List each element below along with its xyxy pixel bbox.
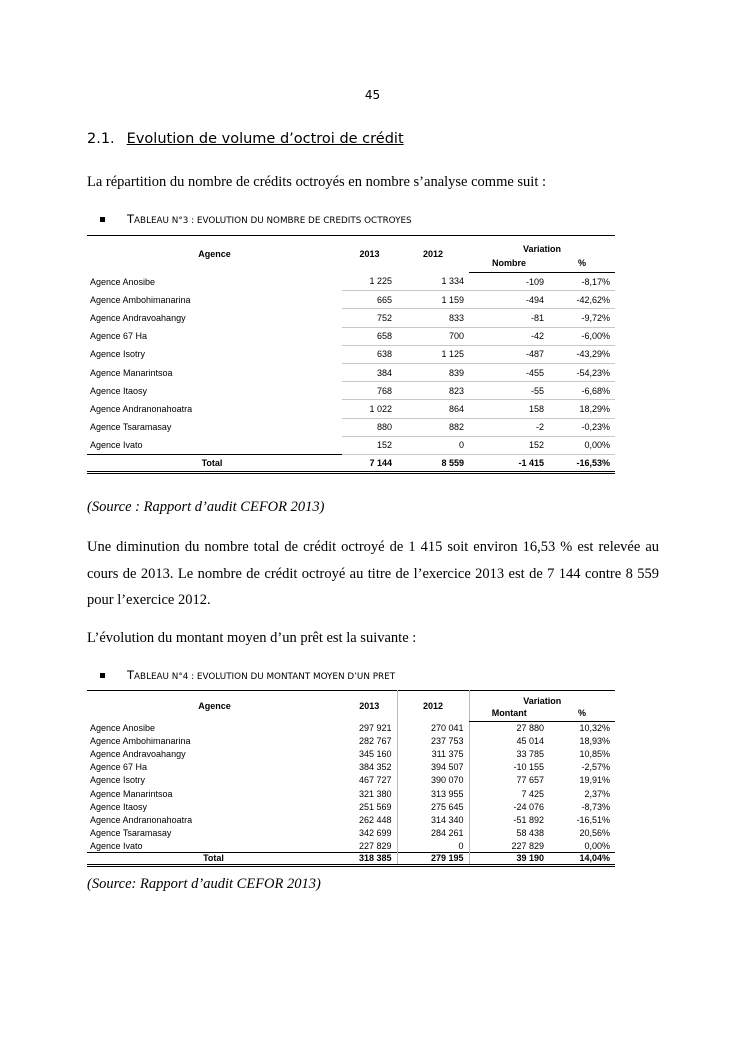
table-cell: Agence Manarintsoa [90, 788, 173, 799]
table-cell: 823 [397, 382, 469, 400]
table-cell: 839 [397, 363, 469, 381]
table-cell: 665 [342, 291, 397, 309]
table-row [87, 735, 615, 748]
table-cell: 311 375 [397, 748, 469, 761]
table-cell: Total [87, 454, 342, 472]
col-header-agence: Agence [198, 701, 231, 712]
table-cell: Agence Ambohimanarina [90, 294, 191, 305]
table-cell: 390 070 [397, 774, 469, 787]
table-cell: -55 [469, 382, 549, 400]
table-row [87, 436, 615, 454]
analysis-line-2: cours de 2013. Le nombre de crédit octroyé au titre de l’exercice 2013 est de 7 144 contre 8 559 [87, 566, 659, 582]
table4 [87, 690, 615, 867]
table-cell: 0 [397, 436, 469, 454]
table-cell: -6,68% [549, 382, 615, 400]
col-header-2012: 2012 [422, 249, 444, 260]
table-cell: -1 415 [469, 454, 549, 472]
table-cell: 384 352 [358, 762, 392, 773]
table-row [87, 327, 615, 345]
table-cell: 7 144 [342, 454, 397, 472]
col-header-nombre: Nombre [469, 254, 549, 273]
table3-caption: TABLEAU N°3 : EVOLUTION DU NOMBRE DE CREDITS OCTROYES [100, 212, 412, 226]
table-row [87, 273, 615, 291]
table-cell: 394 507 [397, 761, 469, 774]
intro-paragraph: La répartition du nombre de crédits octroyés en nombre s’analyse comme suit : [87, 174, 547, 190]
table-cell: -8,73% [581, 801, 611, 812]
table-cell: 314 340 [397, 813, 469, 826]
table-cell: 27 880 [469, 722, 549, 735]
table-cell: 20,56% [579, 827, 611, 838]
table-row [87, 363, 615, 381]
table-cell: 345 160 [358, 749, 392, 760]
table-cell: 262 448 [358, 814, 392, 825]
table-row [87, 418, 615, 436]
table-cell: 833 [397, 309, 469, 327]
table-cell: Agence Manarintsoa [90, 367, 173, 378]
table-cell: -43,29% [549, 345, 615, 363]
table-cell: 864 [397, 400, 469, 418]
table-cell: -54,23% [549, 363, 615, 381]
analysis-line-3: pour l’exercice 2012. [87, 592, 211, 608]
table-row [87, 787, 615, 800]
table-row [87, 309, 615, 327]
table-cell: -16,51% [576, 814, 611, 825]
table-cell: 227 829 [469, 839, 549, 852]
table-cell: 297 921 [358, 723, 392, 734]
col-header-2013: 2013 [359, 701, 380, 712]
table-cell: 1 125 [397, 345, 469, 363]
table-cell: 282 767 [358, 736, 392, 747]
table-cell: 2,37% [584, 788, 611, 799]
source-note-1: (Source : Rapport d’audit CEFOR 2013) [87, 499, 325, 515]
table-cell: Agence Tsaramasay [90, 422, 172, 433]
table-cell: 1 334 [397, 273, 469, 291]
table-cell: 14,04% [549, 852, 615, 865]
table-cell: Agence Ivato [90, 440, 143, 451]
table-cell: 7 425 [469, 787, 549, 800]
table-cell: 237 753 [397, 735, 469, 748]
table-cell: 768 [342, 382, 397, 400]
table-cell: 251 569 [358, 801, 392, 812]
table-cell: 275 645 [397, 800, 469, 813]
page-number: 45 [364, 88, 381, 102]
table-cell: 152 [469, 436, 549, 454]
table-cell: 0 [397, 839, 469, 852]
table-cell: -487 [469, 345, 549, 363]
table-cell: 152 [342, 436, 397, 454]
section-number: 2.1. [87, 131, 115, 147]
analysis-line-1: Une diminution du nombre total de crédit octroyé de 1 415 soit environ 16,53 % est relevée au [87, 539, 659, 555]
table-cell: 10,85% [579, 749, 611, 760]
col-header-pct: % [549, 706, 615, 722]
table-cell: Agence Itaosy [90, 801, 148, 812]
table-row [87, 839, 615, 852]
table-cell: 77 657 [469, 774, 549, 787]
table-row [87, 382, 615, 400]
col-header-agence: Agence [198, 249, 231, 260]
table-cell: 700 [397, 327, 469, 345]
table-cell: 270 041 [397, 722, 469, 735]
table-cell: 318 385 [342, 852, 397, 865]
table-row [87, 800, 615, 813]
table-cell: -6,00% [549, 327, 615, 345]
bullet-square-icon [100, 217, 105, 222]
table-row [87, 345, 615, 363]
total-row [87, 852, 615, 865]
table-cell: 33 785 [469, 748, 549, 761]
table-cell: 0,00% [549, 436, 615, 454]
table-cell: -494 [469, 291, 549, 309]
bullet-square-icon [100, 673, 105, 678]
table-cell: Agence 67 Ha [90, 331, 148, 342]
col-header-2012: 2012 [397, 691, 469, 722]
table-cell: 321 380 [358, 788, 392, 799]
table-row [87, 761, 615, 774]
table-cell: Agence Isotry [90, 775, 146, 786]
table-cell: -42 [469, 327, 549, 345]
table-cell: 227 829 [358, 840, 392, 851]
intro2-paragraph: L’évolution du montant moyen d’un prêt est la suivante : [87, 630, 417, 646]
table-cell: Total [87, 852, 342, 865]
table-cell: 8 559 [397, 454, 469, 472]
table-row [87, 813, 615, 826]
table-cell: Agence Tsaramasay [90, 827, 172, 838]
table4-caption: TABLEAU N°4 : EVOLUTION DU MONTANT MOYEN D’UN PRET [100, 668, 395, 682]
section-heading [87, 131, 404, 147]
table-cell: Agence Isotry [90, 349, 146, 360]
table-cell: -42,62% [549, 291, 615, 309]
source-note-2: (Source: Rapport d’audit CEFOR 2013) [87, 876, 321, 892]
table-cell: 1 159 [397, 291, 469, 309]
table-cell: 1 022 [342, 400, 397, 418]
table-cell: 384 [342, 363, 397, 381]
col-header-variation: Variation [469, 691, 615, 706]
table-cell: -455 [469, 363, 549, 381]
table-cell: -10 155 [469, 761, 549, 774]
table-row [87, 748, 615, 761]
table-cell: 19,91% [579, 775, 611, 786]
table-cell: 467 727 [358, 775, 392, 786]
table-cell: -9,72% [549, 309, 615, 327]
table-row [87, 774, 615, 787]
table-cell: -51 892 [469, 813, 549, 826]
col-header-pct: % [549, 254, 615, 273]
table-cell: 880 [342, 418, 397, 436]
table-cell: -81 [469, 309, 549, 327]
table-cell: 10,32% [579, 723, 611, 734]
table-cell: -8,17% [549, 273, 615, 291]
table-cell: 658 [342, 327, 397, 345]
table-cell: 752 [342, 309, 397, 327]
table-cell: 158 [469, 400, 549, 418]
table-cell: Agence 67 Ha [90, 762, 148, 773]
table-row [87, 291, 615, 309]
table-cell: 45 014 [469, 735, 549, 748]
table-cell: Agence Ivato [90, 840, 143, 851]
table-cell: 342 699 [358, 827, 392, 838]
table-cell: -2,57% [581, 762, 611, 773]
col-header-variation: Variation [523, 243, 562, 254]
table3 [87, 235, 615, 474]
table-cell: 18,29% [549, 400, 615, 418]
table-cell: -2 [469, 418, 549, 436]
table-cell: Agence Andranonahoatra [90, 814, 193, 825]
table-cell: Agence Andravoahangy [90, 312, 186, 323]
table-cell: Agence Anosibe [90, 276, 156, 287]
table-cell: 39 190 [469, 852, 549, 865]
table-cell: -109 [469, 273, 549, 291]
table-cell: 1 225 [342, 273, 397, 291]
col-header-2013: 2013 [359, 249, 380, 260]
table-row [87, 722, 615, 735]
table-cell: -16,53% [549, 454, 615, 472]
table-cell: -24 076 [469, 800, 549, 813]
table-cell: 18,93% [579, 736, 611, 747]
total-row [87, 454, 615, 472]
table-cell: 0,00% [584, 840, 611, 851]
table-row [87, 400, 615, 418]
table-cell: 58 438 [469, 826, 549, 839]
table-cell: 313 955 [397, 787, 469, 800]
table-cell: 638 [342, 345, 397, 363]
table-cell: 284 261 [397, 826, 469, 839]
table-cell: 882 [397, 418, 469, 436]
table-cell: Agence Ambohimanarina [90, 736, 191, 747]
table-cell: 279 195 [397, 852, 469, 865]
section-title: Evolution de volume d’octroi de crédit [126, 131, 404, 147]
table-row [87, 826, 615, 839]
table-cell: Agence Itaosy [90, 385, 148, 396]
table-cell: -0,23% [549, 418, 615, 436]
table-cell: Agence Anosibe [90, 723, 156, 734]
table-cell: Agence Andranonahoatra [90, 403, 193, 414]
col-header-montant: Montant [469, 706, 549, 722]
table-cell: Agence Andravoahangy [90, 749, 186, 760]
